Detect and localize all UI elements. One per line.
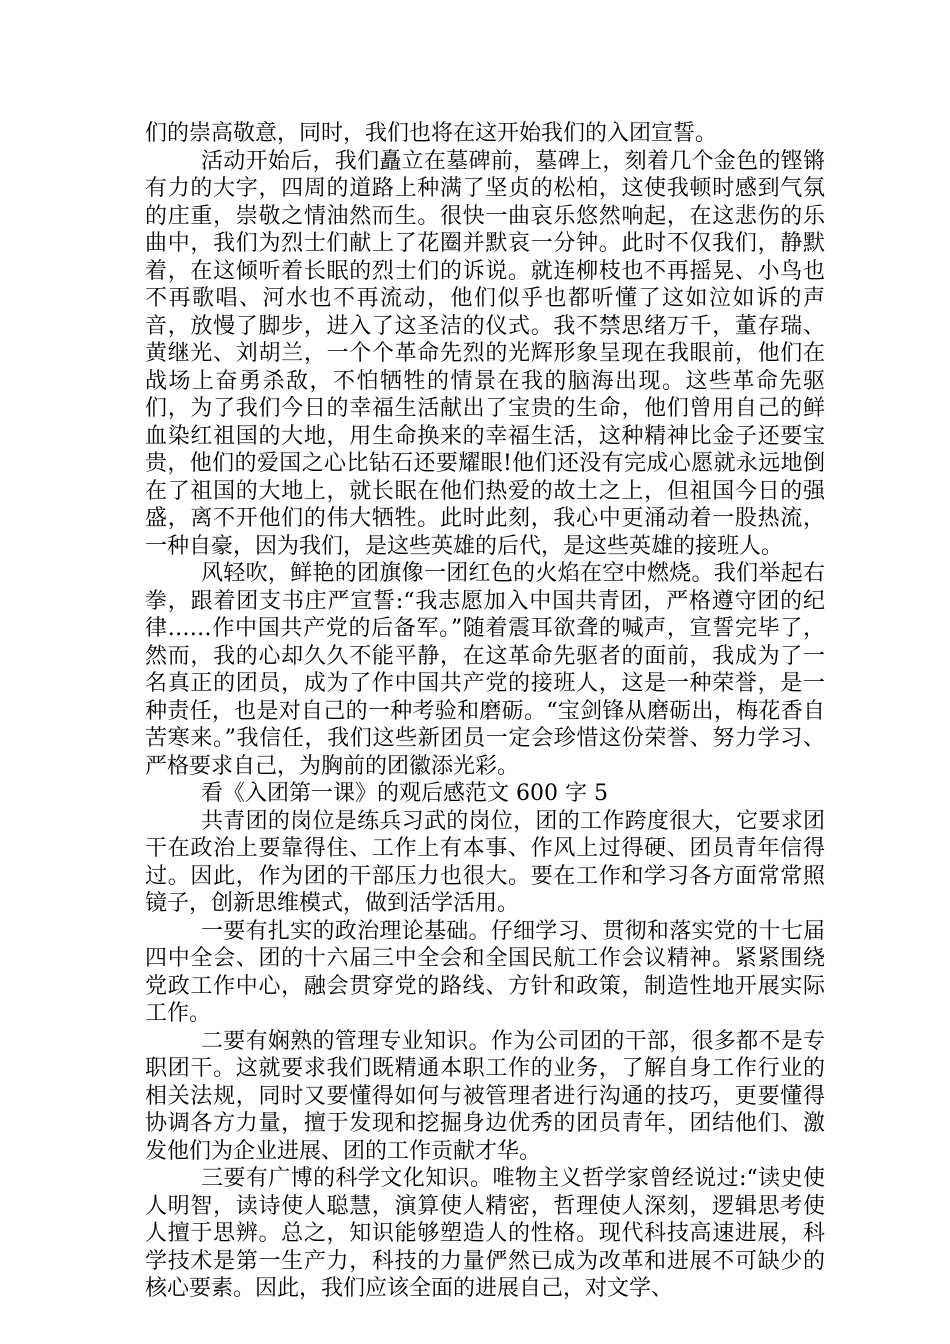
paragraph-ceremony: 活动开始后，我们矗立在墓碑前，墓碑上，刻着几个金色的铿锵有力的大字，四周的道路上种满了坚贞的松柏，这使我顿时感到气氛的庄重，崇敬之情油然而生。很快一曲哀乐悠然响起，在这悲伤的乐曲中，我们为烈士们献上了花圈并默哀一分钟。此时不仅我们，静默着，在这倾听着长眠的烈士们的诉说。就连柳枝也不再摇晃、小鸟也不再歌唱、河水也不再流动，他们似乎也都听懂了这如泣如诉的声音，放慢了脚步，进入了这圣洁的仪式。我不禁思绪万千，董存瑞、黄继光、刘胡兰，一个个革命先烈的光辉形象呈现在我眼前，他们在战场上奋勇杀敌，不怕牺牲的情景在我的脑海出现。这些革命先驱们，为了我们今日的幸福生活献出了宝贵的生命，他们曾用自己的鲜血染红祖国的大地，用生命换来的幸福生活，这种精神比金子还要宝贵，他们的爱国之心比钻石还要耀眼!他们还没有完成心愿就永远地倒在了祖国的大地上，就长眠在他们热爱的故土之上，但祖国今日的强盛，离不开他们的伟大牺牲。此时此刻，我心中更涌动着一股热流，一种自豪，因为我们，是这些英雄的后代，是这些英雄的接班人。 (145, 148, 825, 559)
paragraph-point-two: 二要有娴熟的管理专业知识。作为公司团的干部，很多都不是专职团干。这就要求我们既精通本职工作的业务，了解自身工作行业的相关法规，同时又要懂得如何与被管理者进行沟通的技巧，更要懂得协调各方力量，擅于发现和挖掘身边优秀的团员青年，团结他们、激发他们为企业进展、团的工作贡献才华。 (145, 1028, 825, 1164)
section-heading: 看《入团第一课》的观后感范文 600 字 5 (201, 781, 608, 806)
paragraph-point-one: 一要有扎实的政治理论基础。仔细学习、贯彻和落实党的十七届四中全会、团的十六届三中全会和全国民航工作会议精神。紧紧围绕党政工作中心，融会贯穿党的路线、方针和政策，制造性地开展实际工作。 (145, 918, 825, 1026)
document-page (145, 120, 825, 1303)
paragraph-oath: 风轻吹，鲜艳的团旗像一团红色的火焰在空中燃烧。我们举起右拳，跟着团支书庄严宣誓:“我志愿加入中国共青团，严格遵守团的纪律……作中国共产党的后备军。”随着震耳欲聋的喊声，宣誓完毕了，然而，我的心却久久不能平静，在这革命先驱者的面前，我成为了一名真正的团员，成为了作中国共产党的接班人，这是一种荣誉，是一种责任，也是对自己的一种考验和磨砺。“宝剑锋从磨砺出，梅花香自苦寒来。”我信任，我们这些新团员一定会珍惜这份荣誉、努力学习、严格要求自己，为胸前的团徽添光彩。 (145, 561, 825, 779)
paragraph-point-three: 三要有广博的科学文化知识。唯物主义哲学家曾经说过:“读史使人明智，读诗使人聪慧，演算使人精密，哲理使人深刻，逻辑思考使人擅于思辨。总之，知识能够塑造人的性格。现代科技高速进展，科学技术是第一生产力，科技的力量俨然已成为改革和进展不可缺少的核心要素。因此，我们应该全面的进展自己，对文学、 (145, 1166, 825, 1301)
paragraph-league-post: 共青团的岗位是练兵习武的岗位，团的工作跨度很大，它要求团干在政治上要靠得住、工作上有本事、作风上过得硬、团员青年信得过。因此，作为团的干部压力也很大。要在工作和学习各方面常常照镜子，创新思维模式，做到活学活用。 (145, 808, 825, 916)
paragraph-continuation: 们的崇高敬意，同时，我们也将在这开始我们的入团宣誓。 (145, 121, 718, 146)
